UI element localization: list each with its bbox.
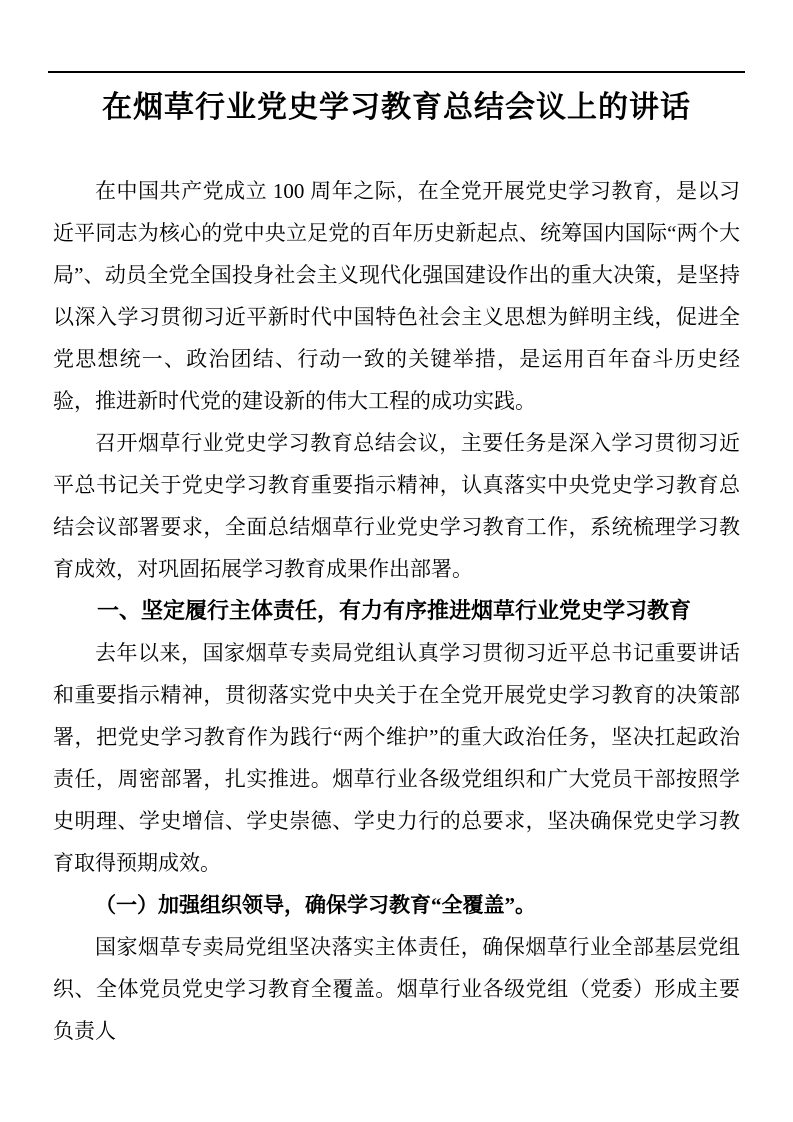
document-title: 在烟草行业党史学习教育总结会议上的讲话: [102, 91, 691, 124]
sub-heading-1-1: （一）加强组织领导，确保学习教育“全覆盖”。: [95, 893, 536, 917]
paragraph-intro: 在中国共产党成立 100 周年之际，在全党开展党史学习教育，是以习近平同志为核心的党中央立足党的百年历史新起点、统筹国内国际“两个大局”、动员全党全国投身社会主义现代化强国建设作出的重大决策，是坚持以深入学习贯彻习近平新时代中国特色社会主义思想为鲜明主线，促进全党思想统一、政治团结、行动一致的关键举措，是运用百年奋斗历史经验，推进新时代党的建设新的伟大工程的成功实践。: [53, 179, 740, 413]
paragraph-subsection-body: 国家烟草专卖局党组坚决落实主体责任，确保烟草行业全部基层党组织、全体党员党史学习教育全覆盖。烟草行业各级党组（党委）形成主要负责人: [53, 935, 740, 1043]
paragraph-meeting-task: 召开烟草行业党史学习教育总结会议，主要任务是深入学习贯彻习近平总书记关于党史学习教育重要指示精神，认真落实中央党史学习教育总结会议部署要求，全面总结烟草行业党史学习教育工作，系统梳理学习教育成效，对巩固拓展学习教育成果作出部署。: [53, 431, 740, 581]
header-rule: [48, 71, 745, 73]
paragraph-section1-body: 去年以来，国家烟草专卖局党组认真学习贯彻习近平总书记重要讲话和重要指示精神，贯彻落实党中央关于在全党开展党史学习教育的决策部署，把党史学习教育作为践行“两个维护”的重大政治任务，坚决扛起政治责任，周密部署，扎实推进。烟草行业各级党组织和广大党员干部按照学史明理、学史增信、学史崇德、学史力行的总要求，坚决确保党史学习教育取得预期成效。: [53, 641, 740, 875]
section-heading-1: 一、坚定履行主体责任，有力有序推进烟草行业党史学习教育: [97, 598, 692, 623]
